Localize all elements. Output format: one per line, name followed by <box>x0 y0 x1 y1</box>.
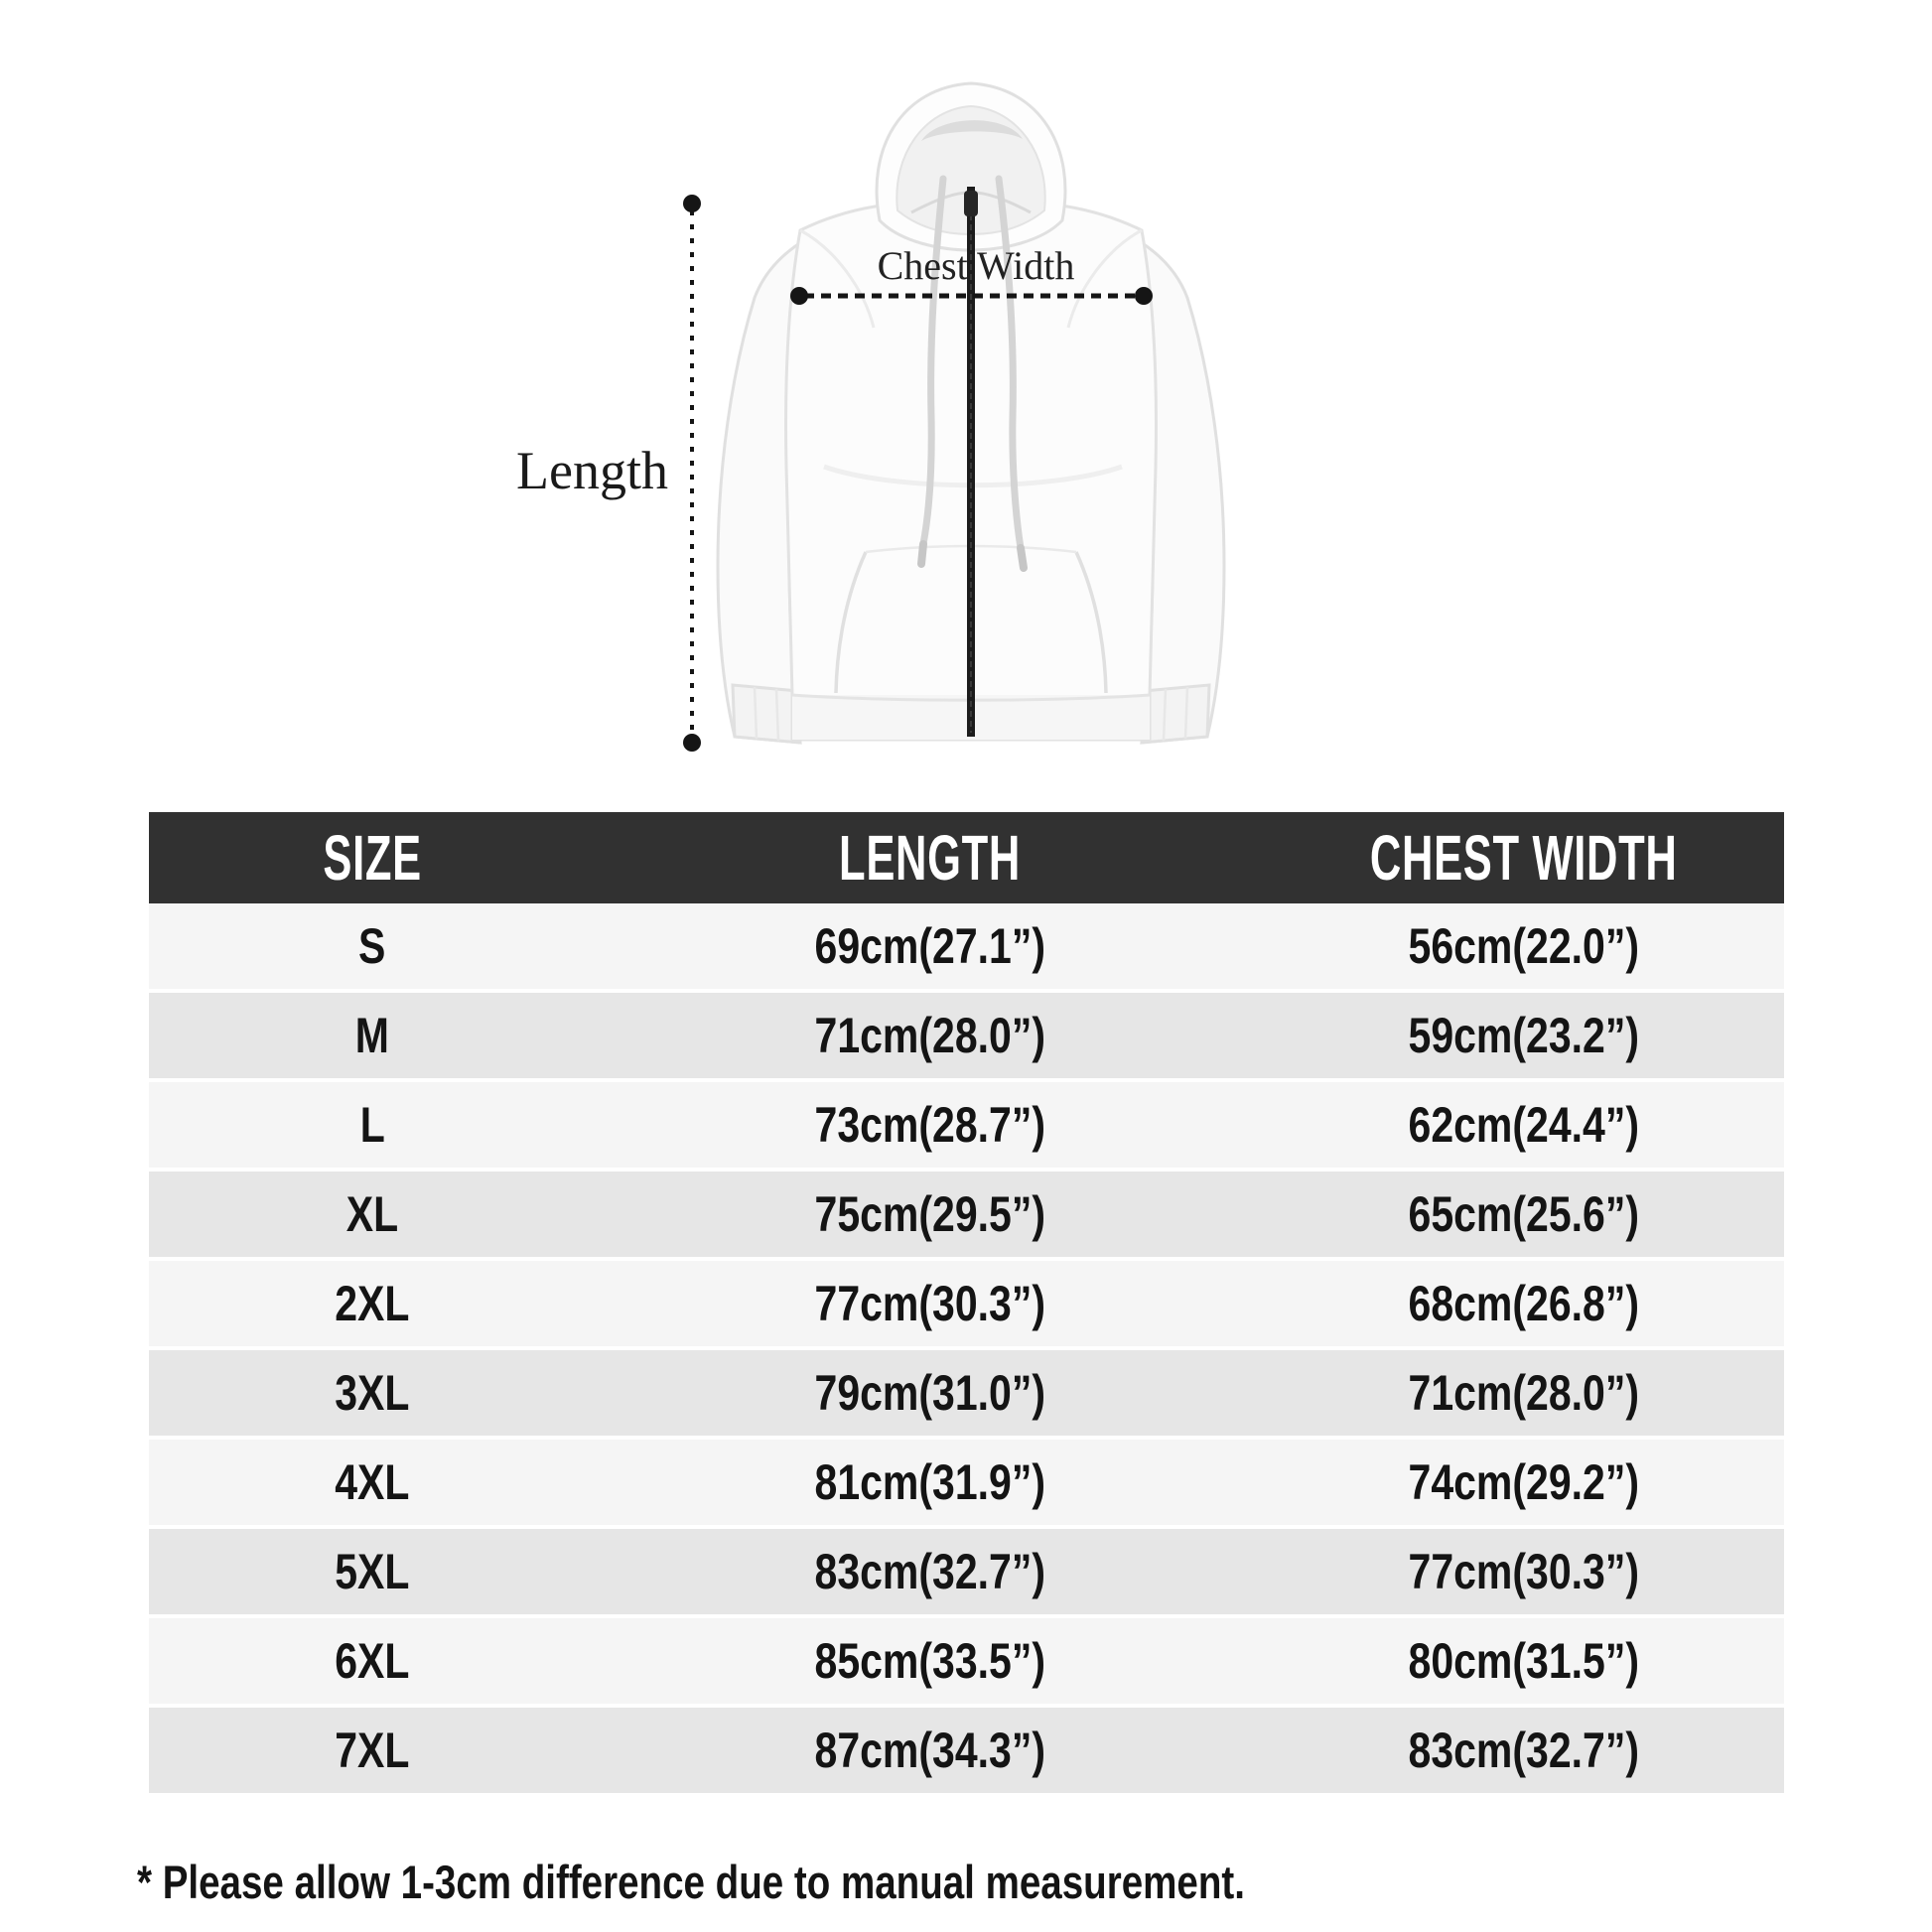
length-cell: 71cm(28.0”) <box>814 1008 1045 1063</box>
table-row <box>149 1261 1784 1350</box>
size-cell: 3XL <box>335 1365 410 1421</box>
table-header-row <box>149 812 1784 903</box>
table-row <box>149 903 1784 993</box>
table-row <box>149 1618 1784 1708</box>
length-bottom-dot <box>683 734 701 752</box>
measurement-disclaimer <box>137 1855 1488 1909</box>
length-cell: 87cm(34.3”) <box>814 1723 1045 1778</box>
size-cell: 6XL <box>335 1633 410 1689</box>
length-cell: 79cm(31.0”) <box>814 1365 1045 1421</box>
length-top-dot <box>683 195 701 212</box>
table-body <box>149 903 1784 1797</box>
chest-width-right-dot <box>1135 287 1153 305</box>
length-cell: 77cm(30.3”) <box>814 1276 1045 1331</box>
chest-width-cell: 80cm(31.5”) <box>1408 1633 1640 1689</box>
hoodie-right-cuff <box>1142 685 1209 743</box>
left-drawstring-aglet <box>921 544 923 564</box>
table-row <box>149 1440 1784 1529</box>
table-row <box>149 993 1784 1082</box>
size-cell: 2XL <box>335 1276 410 1331</box>
size-cell: 4XL <box>335 1454 410 1510</box>
length-cell: 69cm(27.1”) <box>814 918 1045 974</box>
chest-width-cell: 71cm(28.0”) <box>1408 1365 1640 1421</box>
hoodie-garment <box>718 83 1224 743</box>
chest-width-label: Chest Width <box>877 243 1075 288</box>
measurement-disclaimer-text: * Please allow 1-3cm difference due to manual measurement. <box>137 1856 1245 1908</box>
table-row <box>149 1708 1784 1797</box>
length-cell: 75cm(29.5”) <box>814 1186 1045 1242</box>
length-cell: 85cm(33.5”) <box>814 1633 1045 1689</box>
column-header-chest-width <box>1264 821 1784 895</box>
size-cell: L <box>359 1097 385 1153</box>
size-guide-diagram <box>0 0 1932 812</box>
hoodie-illustration <box>0 0 1932 812</box>
column-header-length <box>596 821 1265 895</box>
zipper-slider <box>964 191 978 216</box>
chest-width-cell: 74cm(29.2”) <box>1408 1454 1640 1510</box>
table-row <box>149 1172 1784 1261</box>
chest-width-cell: 77cm(30.3”) <box>1408 1544 1640 1599</box>
column-header-length-label: LENGTH <box>838 822 1021 894</box>
table-row <box>149 1082 1784 1172</box>
size-cell: XL <box>345 1186 399 1242</box>
chest-width-cell: 56cm(22.0”) <box>1408 918 1640 974</box>
chest-width-cell: 59cm(23.2”) <box>1408 1008 1640 1063</box>
column-header-chest-width-label: CHEST WIDTH <box>1370 822 1678 894</box>
length-cell: 83cm(32.7”) <box>814 1544 1045 1599</box>
size-cell: M <box>354 1008 389 1063</box>
table-row <box>149 1529 1784 1618</box>
size-chart-table <box>149 812 1784 1797</box>
column-header-size <box>149 821 596 895</box>
right-drawstring-aglet <box>1021 548 1024 568</box>
chest-width-left-dot <box>790 287 808 305</box>
chest-width-cell: 68cm(26.8”) <box>1408 1276 1640 1331</box>
hoodie-left-cuff <box>733 685 800 743</box>
chest-width-cell: 83cm(32.7”) <box>1408 1723 1640 1778</box>
length-cell: 73cm(28.7”) <box>814 1097 1045 1153</box>
length-cell: 81cm(31.9”) <box>814 1454 1045 1510</box>
size-cell: S <box>358 918 386 974</box>
column-header-size-label: SIZE <box>323 822 422 894</box>
size-cell: 7XL <box>335 1723 410 1778</box>
table-row <box>149 1350 1784 1440</box>
length-label: Length <box>516 441 668 500</box>
chest-width-cell: 65cm(25.6”) <box>1408 1186 1640 1242</box>
chest-width-cell: 62cm(24.4”) <box>1408 1097 1640 1153</box>
size-cell: 5XL <box>335 1544 410 1599</box>
length-measure-line <box>683 195 701 752</box>
